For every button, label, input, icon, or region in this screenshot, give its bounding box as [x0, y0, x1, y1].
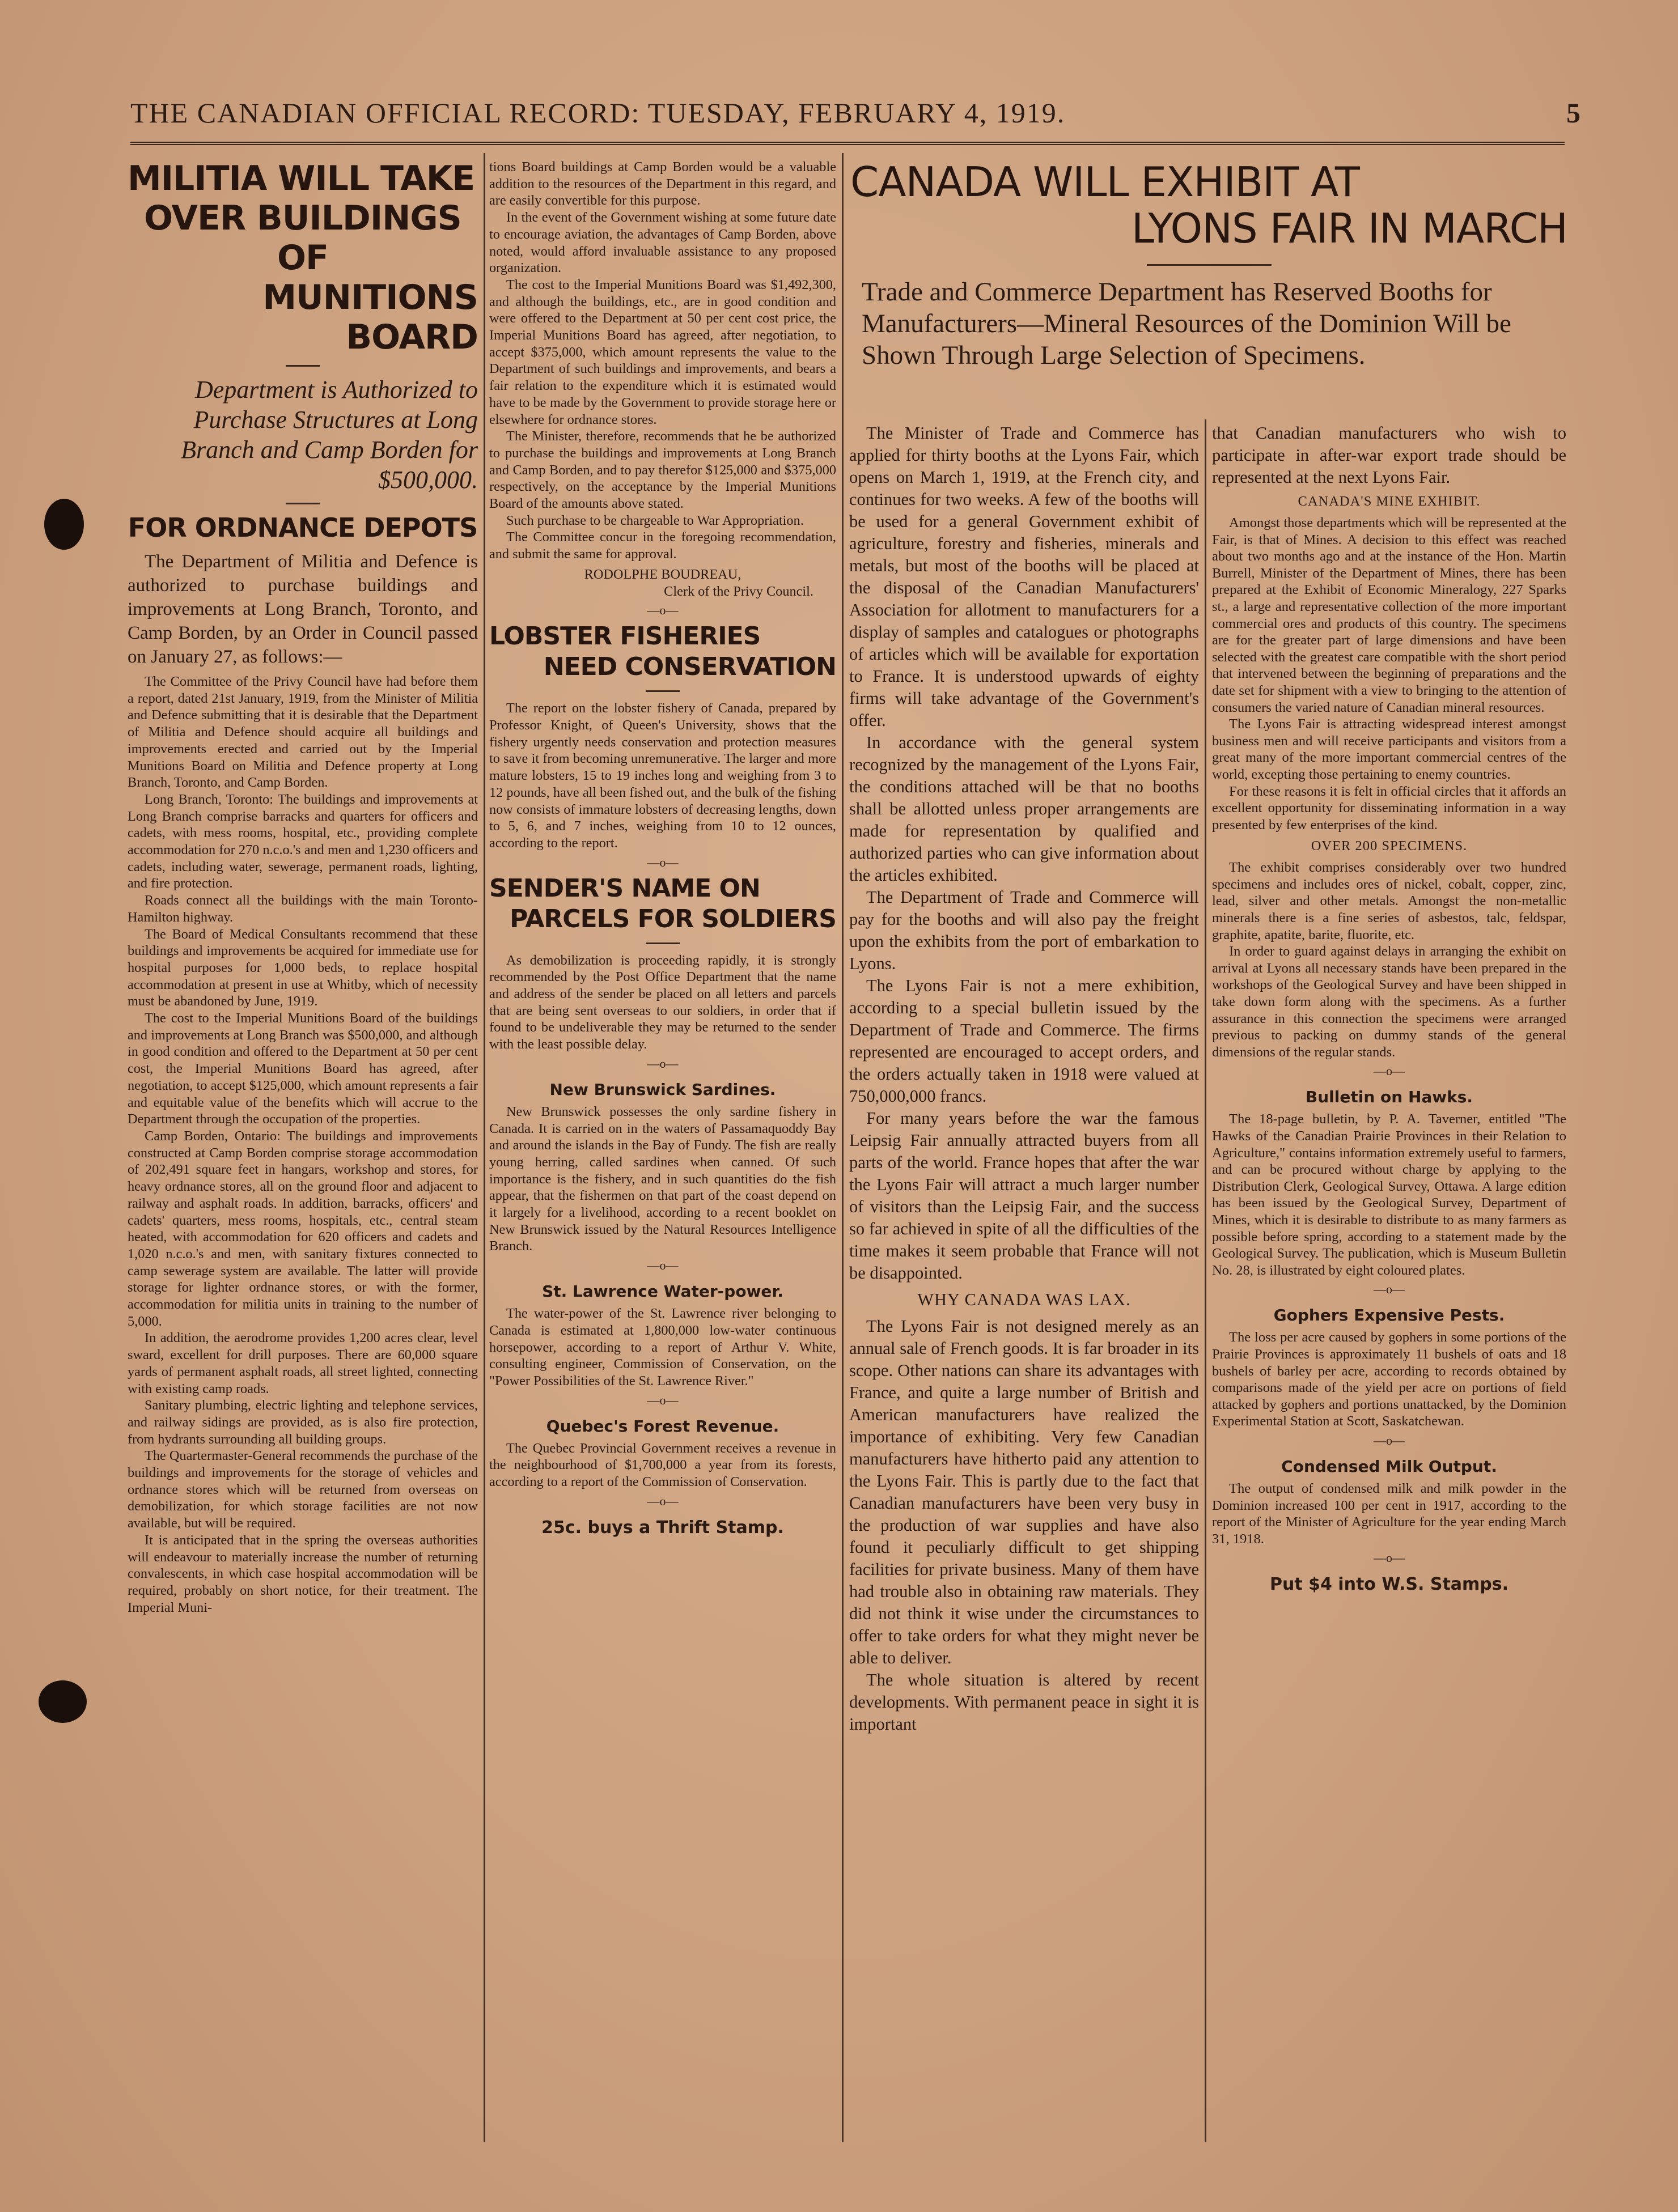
divider [286, 365, 320, 367]
ornament: —o— [1374, 1551, 1405, 1565]
ornament: —o— [647, 1056, 679, 1071]
subhead-mine-exhibit: CANADA'S MINE EXHIBIT. [1298, 494, 1481, 509]
paragraph: As demobilization is proceeding rapidly, it is strongly recommended by the Post Office Department that the name and address of the sender be placed on all letters and parcels that are being sent overseas to our soldiers, in order that if found to be undeliverable they may be returned to the sender with the least possible delay. [489, 952, 836, 1052]
signature-name: RODOLPHE BOUDREAU, [584, 566, 741, 582]
sender-headline [489, 873, 836, 935]
milk-headline: Condensed Milk Output. [1281, 1457, 1497, 1476]
masthead [130, 96, 1582, 129]
militia-deck: Department is Authorized to Purchase Structures at Long Branch and Camp Borden for $500,000. [181, 376, 478, 494]
paragraph: The Lyons Fair is not a mere exhibition, according to a special bulletin issued by the Department of Trade and Commerce. The firms represented are encouraged to accept orders, and the orders actually taken in 1918 were valued at 750,000,000 francs. [849, 976, 1199, 1106]
lawrence-headline: St. Lawrence Water-power. [542, 1282, 783, 1301]
paragraph: New Brunswick possesses the only sardine fishery in Canada. It is carried on in the waters of Passamaquoddy Bay and around the islands in the Bay of Fundy. The fish are really young herring, called sardines when canned. Of such importance is the fishery, and in such quantities do the fish appear, that the fishermen on that part of the coast depend on it largely for a livelihood, according to a recent booklet on New Brunswick issued by the Natural Resources Intelligence Branch. [489, 1103, 836, 1254]
paragraph: The Department of Militia and Defence is authorized to purchase buildings and improvements at Long Branch, Toronto, and Camp Borden, by an Order in Council passed on January 27, as follows:— [128, 551, 478, 667]
headline-line: OVER BUILDINGS OF [144, 198, 461, 278]
ornament: —o— [647, 603, 679, 618]
divider [1147, 264, 1272, 266]
lyons-body-b [849, 1315, 1199, 1735]
paragraph: In addition, the aerodrome provides 1,200 acres clear, level sward, excellent for drill purposes. There are 60,000 square yards of permanent asphalt roads, all street lighted, connecting with existing camp roads. [128, 1330, 478, 1396]
lyons-body-c [1212, 515, 1566, 833]
column-1 [128, 159, 478, 2142]
masthead-rule [130, 142, 1565, 145]
paragraph: The exhibit comprises considerably over two hundred specimens and includes ores of nickel, cobalt, copper, zinc, lead, silver and other metals. Amongst the non-metallic minerals there is a fine series of asbestos, talc, feldspar, graphite, apatite, barite, fluorite, etc. [1212, 860, 1566, 942]
ws-stamps-slogan: Put $4 into W.S. Stamps. [1269, 1574, 1509, 1595]
ornament: —o— [647, 1392, 679, 1407]
paragraph: The Minister of Trade and Commerce has applied for thirty booths at the Lyons Fair, which opens on March 1, 1919, at the French city, and continues for two weeks. A few of the booths will be used for a general Government exhibit of agriculture, forestry and fisheries, minerals and metals, but most of the booths will be placed at the disposal of the Canadian Manufacturers' Association for allotment to manufacturers for a display of samples and catalogues or photographs of articles which will be available for exportation to France. It is understood upwards of eighty firms will take advantage of the Government's offer. [849, 423, 1199, 730]
militia-lead [128, 550, 478, 669]
subhead-200-specimens: OVER 200 SPECIMENS. [1311, 838, 1468, 854]
paragraph: In accordance with the general system recognized by the management of the Lyons Fair, the conditions attached will be that no booths shall be allotted unless proper arrangements are made for representation by qualified and authorized parties who can give information about the articles exhibited. [849, 733, 1199, 885]
paragraph: The output of condensed milk and milk powder in the Dominion increased 100 per cent in 1917, according to the report of the Minister of Agriculture for the year ending March 31, 1918. [1212, 1480, 1566, 1547]
paragraph: In order to guard against delays in arranging the exhibit on arrival at Lyons all necessary stands have been prepared in the workshops of the Geological Survey and have been shipped in take down form along with the specimens. As a further assurance in this connection the specimens were arranged previous to packing on dummy stands of the general dimensions of the regular stands. [1212, 944, 1566, 1060]
paragraph: The cost to the Imperial Munitions Board of the buildings and improvements at Long Branch was $500,000, and although in good condition and offered to the Department at 50 per cent cost, the Imperial Munitions Board has agreed, after negotiation, to accept $125,000, which amount represents a fair and equitable value of the benefits which will accrue to the Department through the occupation of the properties. [128, 1011, 478, 1127]
paragraph: The Committee of the Privy Council have had before them a report, dated 21st January, 1919, from the Minister of Militia and Defence submitting that it is desirable that the Department of Militia and Defence should acquire all buildings and improvements erected and carried out by the Imperial Munitions Board on Militia and Defence property at Long Branch, Toronto, and Camp Borden. [128, 674, 478, 791]
quebec-headline: Quebec's Forest Revenue. [546, 1416, 779, 1436]
paragraph: The Committee concur in the foregoing recommendation, and submit the same for approval. [489, 529, 836, 562]
militia-continued [489, 159, 836, 600]
ink-blot [39, 1680, 87, 1723]
lyons-deck: Trade and Commerce Department has Reserved Booths for Manufacturers—Mineral Resources of the Dominion Will be Shown Through Large Selection of Specimens. [862, 277, 1511, 370]
militia-subhead: FOR ORDNANCE DEPOTS [128, 512, 478, 543]
ornament: —o— [647, 1493, 679, 1508]
paragraph: The Lyons Fair is not designed merely as an annual sale of French goods. It is far broader in its scope. Other nations can share its advantages with France, and quite a large number of British and American manufacturers have realized the importance of exhibiting. Very few Canadian manufacturers have hitherto paid any attention to the Lyons Fair. This is partly due to the fact that Canadian manufacturers have been very busy in the production of war supplies and have also found it peculiarly difficult to get shipping facilities for private business. Many of them have had trouble also in obtaining raw materials. They did not think it wise under the circumstances to offer to take orders for what they might never be able to deliver. [849, 1317, 1199, 1667]
ornament: —o— [647, 855, 679, 869]
headline-line: NEED CONSERVATION [543, 652, 836, 682]
paragraph: The water-power of the St. Lawrence river belonging to Canada is estimated at 1,800,000 low-water continuous horsepower, according to a report of Arthur V. White, consulting engineer, Commission of Conservation, on the "Power Possibilities of the St. Lawrence River." [489, 1306, 836, 1389]
ornament: —o— [1374, 1433, 1405, 1447]
hawks-headline: Bulletin on Hawks. [1305, 1088, 1473, 1107]
thrift-stamp-slogan: 25c. buys a Thrift Stamp. [541, 1517, 784, 1538]
paragraph: Camp Borden, Ontario: The buildings and improvements constructed at Camp Borden comprise storage accommodation of 202,491 square feet in hangars, workshop and stores, for heavy ordnance stores, all on the ground floor and adjacent to railway and asphalt roads. In addition, barracks, officers' and cadets' quarters, mess rooms, hospitals, etc., central steam heated, with accommodation for 620 officers and cadets and 1,020 n.c.o.'s and men, with sanitary fixtures connected to camp sewerage system are available. The latter will provide storage for lighter ordnance stores, or with the former, accommodation for militia units in training to the number of 5,000. [128, 1128, 478, 1329]
headline-line: MUNITIONS BOARD [262, 278, 478, 357]
lobster-headline [489, 621, 836, 682]
subhead-why-canada: WHY CANADA WAS LAX. [917, 1290, 1131, 1309]
headline-line: LYONS FAIR IN MARCH [1131, 205, 1567, 252]
paragraph: The report on the lobster fishery of Canada, prepared by Professor Knight, of Queen's University, shows that the fishery urgently needs conservation and protection measures to save it from becoming unremunerative. The larger and more mature lobsters, 15 to 19 inches long and weighing from 3 to 12 pounds, have all been fished out, and the bulk of the fishing now consists of immature lobsters of decreasing lengths, down to 5, 6, and 7 inches, weighing from 10 to 12 ounces, according to the report. [489, 700, 836, 851]
lyons-continued [1212, 422, 1566, 489]
sardines-headline: New Brunswick Sardines. [549, 1080, 776, 1099]
lyons-header [850, 159, 1567, 419]
masthead-title: THE CANADIAN OFFICIAL RECORD: TUESDAY, FEBRUARY 4, 1919. [130, 97, 1066, 129]
paragraph: tions Board buildings at Camp Borden would be a valuable addition to the resources of the Department in this regard, and are easily convertible for this purpose. [489, 159, 836, 209]
paragraph: Amongst those departments which will be represented at the Fair, is that of Mines. A decision to this effect was reached about two months ago and at the instance of the Hon. Martin Burrell, Minister of the Department of Mines, there has been prepared at the Exhibit of Economic Mineralogy, 227 Sparks st., a large and representative collection of the more important commercial ores and products of this country. The specimens are for the greater part of large dimensions and have been selected with the greatest care compatible with the short period that intervened between the beginning of preparations and the date set for shipment with a view to bringing to the attention of consumers the varied nature of Canadian mineral resources. [1212, 515, 1566, 715]
lawrence-body [489, 1305, 836, 1390]
lyons-headline [850, 159, 1567, 252]
militia-body [128, 673, 478, 1616]
ornament: —o— [1374, 1282, 1405, 1297]
paragraph: The loss per acre caused by gophers in some portions of the Prairie Provinces is approximately 11 bushels of oats and 18 bushels of barley per acre, according to records obtained by comparisons made of the yield per acre on portions of field attacked by gophers and portions unattacked, by the Dominion Experimental Station at Scott, Saskatchewan. [1212, 1330, 1566, 1429]
divider [646, 690, 680, 692]
gophers-body [1212, 1329, 1566, 1430]
paragraph: Long Branch, Toronto: The buildings and improvements at Long Branch comprise barracks and quarters for officers and cadets, with mess rooms, hospital, etc., providing complete accommodation for 270 n.c.o.'s and men and 1,230 officers and cadets, including water, sewerage, permanent roads, lighting, and fire protection. [128, 791, 478, 891]
milk-body [1212, 1480, 1566, 1547]
gophers-headline: Gophers Expensive Pests. [1273, 1306, 1505, 1325]
hawks-body [1212, 1111, 1566, 1279]
paragraph: It is anticipated that in the spring the overseas authorities will endeavour to materially increase the number of returning convalescents, in which case hospital accommodation will be required, probably on short notice, for their treatment. The Imperial Muni- [128, 1532, 478, 1615]
paragraph: Sanitary plumbing, electric lighting and telephone services, and railway sidings are provided, as is also fire protection, from hydrants surrounding all building groups. [128, 1398, 478, 1447]
column-rule [1205, 419, 1206, 2142]
paragraph: The 18-page bulletin, by P. A. Taverner, entitled "The Hawks of the Canadian Prairie Provinces in their Relation to Agriculture," contains information extremely useful to farmers, and can be procured without charge by applying to the Distribution Clerk, Geological Survey, Ottawa. A large edition has been issued by the Geological Survey, Department of Mines, which it is desirable to distribute to as many farmers as possible before spring, according to a statement made by the Geological Survey. The publication, which is Museum Bulletin No. 28, is illustrated by eight coloured plates. [1212, 1111, 1566, 1278]
headline-line: LOBSTER FISHERIES [489, 622, 761, 651]
headline-line: MILITIA WILL TAKE [128, 159, 475, 198]
paragraph: The Department of Trade and Commerce will pay for the booths and will also pay the freight upon the exhibits from the port of embarkation to Lyons. [849, 888, 1199, 973]
paragraph: For many years before the war the famous Leipsig Fair annually attracted buyers from all parts of the world. France hopes that after the war the Lyons Fair will attract a much larger number of visitors than the Leipsig Fair, and the success so far achieved in spite of all the difficulties of the time makes it seem probable that France will not be disappointed. [849, 1109, 1199, 1283]
column-2 [489, 159, 836, 2142]
paragraph: The whole situation is altered by recent developments. With permanent peace in sight it is important [849, 1670, 1199, 1734]
headline-line: PARCELS FOR SOLDIERS [510, 904, 836, 933]
paragraph: that Canadian manufacturers who wish to participate in after-war export trade should be represented at the next Lyons Fair. [1212, 423, 1566, 487]
lyons-body-d [1212, 859, 1566, 1060]
paragraph: Roads connect all the buildings with the main Toronto-Hamilton highway. [128, 893, 478, 925]
headline-line: SENDER'S NAME ON [489, 873, 760, 903]
column-rule [842, 153, 844, 2142]
militia-headline [128, 159, 478, 357]
ornament: —o— [1374, 1064, 1405, 1079]
column-4 [1212, 422, 1566, 2145]
quebec-body [489, 1440, 836, 1491]
column-rule [484, 153, 485, 2142]
sender-body [489, 952, 836, 1053]
divider [286, 503, 320, 504]
divider [646, 942, 680, 944]
paragraph: In the event of the Government wishing at some future date to encourage aviation, the advantages of Camp Borden, above noted, would afford invaluable assistance to any proposed organization. [489, 210, 836, 276]
lyons-body-a [849, 422, 1199, 1284]
headline-line: CANADA WILL EXHIBIT AT [850, 159, 1359, 206]
paragraph: The Board of Medical Consultants recommend that these buildings and improvements be acquired for immediate use for hospital purposes for 1,000 beds, to replace hospital accommodation at present in use at Whitby, which of necessity must be abandoned by June, 1919. [128, 926, 478, 1009]
paragraph: The cost to the Imperial Munitions Board was $1,492,300, and although the buildings, etc., are in good condition and were offered to the Department at 50 per cent cost price, the Imperial Munitions Board has agreed, after negotiation, to accept $375,000, which amount represents the value to the Department of such buildings and improvements, and bears a fair relation to the expenditure which it is estimated would have to be made by the Government to provide storage here or elsewhere for ordnance stores. [489, 277, 836, 427]
column-3 [849, 422, 1199, 2145]
paragraph: The Lyons Fair is attracting widespread interest amongst business men and will receive participants and visitors from a great many of the more important commercial centres of the world, excepting those pertaining to enemy countries. [1212, 716, 1566, 782]
ink-blot [44, 499, 84, 550]
paragraph: The Quartermaster-General recommends the purchase of the buildings and improvements for the storage of vehicles and ordnance stores which will be returned from overseas on demobilization, for which storage facilities are not now available, but will be required. [128, 1448, 478, 1531]
sardines-body [489, 1103, 836, 1255]
paragraph: Such purchase to be chargeable to War Appropriation. [506, 512, 804, 528]
paragraph: For these reasons it is felt in official circles that it affords an excellent opportunity for disseminating information in a way presented by few enterprises of the kind. [1212, 783, 1566, 833]
lobster-body [489, 700, 836, 851]
page-number: 5 [1566, 97, 1582, 129]
paragraph: The Minister, therefore, recommends that he be authorized to purchase the buildings and improvements at Long Branch and Camp Borden, and to pay therefor $125,000 and $375,000 respectively, on the acceptance by the Imperial Munitions Board of the amounts above stated. [489, 428, 836, 512]
paragraph: The Quebec Provincial Government receives a revenue in the neighbourhood of $1,700,000 a year from its forests, according to a report of the Commission of Conservation. [489, 1440, 836, 1490]
ornament: —o— [647, 1258, 679, 1273]
signature-title: Clerk of the Privy Council. [664, 583, 813, 599]
